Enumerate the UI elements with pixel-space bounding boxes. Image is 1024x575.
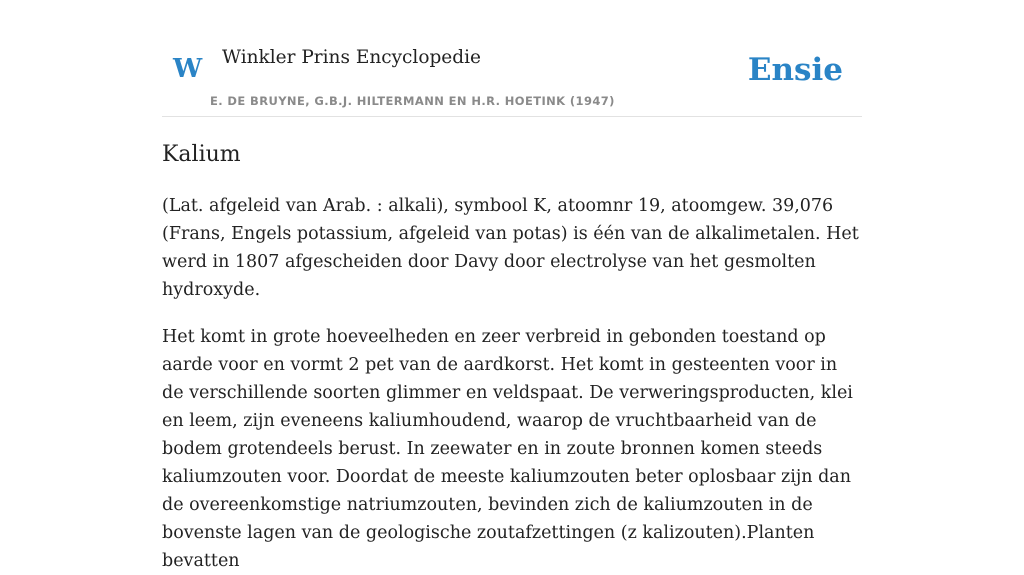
winkler-prins-logo[interactable]: W bbox=[173, 54, 203, 84]
ensie-brand-logo[interactable]: Ensie bbox=[747, 52, 843, 88]
article-paragraph-2: Het komt in grote hoeveelheden en zeer verbreid in gebonden toestand op aarde voor en vormt 2 pet van de aardkorst. Het komt in gesteenten voor in de verschillende soorten glimmer en veldspaat. De verweringsproducten, klei en leem, zijn eveneens kaliumhoudend, waarop de vruchtbaarheid van de bodem grotendeels berust. In zeewater en in zoute bronnen komen steeds kaliumzouten voor. Doordat de meeste kaliumzouten beter oplosbaar zijn dan de overeenkomstige natriumzouten, bevinden zich de kaliumzouten in de bovenste lagen van de geologische zoutafzettingen (z kalizouten).Planten bevatten bbox=[162, 327, 853, 571]
article-paragraph-1: (Lat. afgeleid van Arab. : alkali), symbool K, atoomnr 19, atoomgew. 39,076 (Frans, Engels potassium, afgeleid van potas) is één van de alkalimetalen. Het werd in 1807 afgescheiden door Davy door electrolyse van het gesmolten hydroxyde. bbox=[162, 196, 859, 300]
article bbox=[162, 138, 862, 575]
article-title: Kalium bbox=[162, 142, 241, 167]
publication-authors: E. DE BRUYNE, G.B.J. HILTERMANN EN H.R. HOETINK (1947) bbox=[210, 94, 615, 108]
site-header bbox=[162, 0, 862, 117]
publication-title[interactable]: Winkler Prins Encyclopedie bbox=[222, 47, 481, 68]
